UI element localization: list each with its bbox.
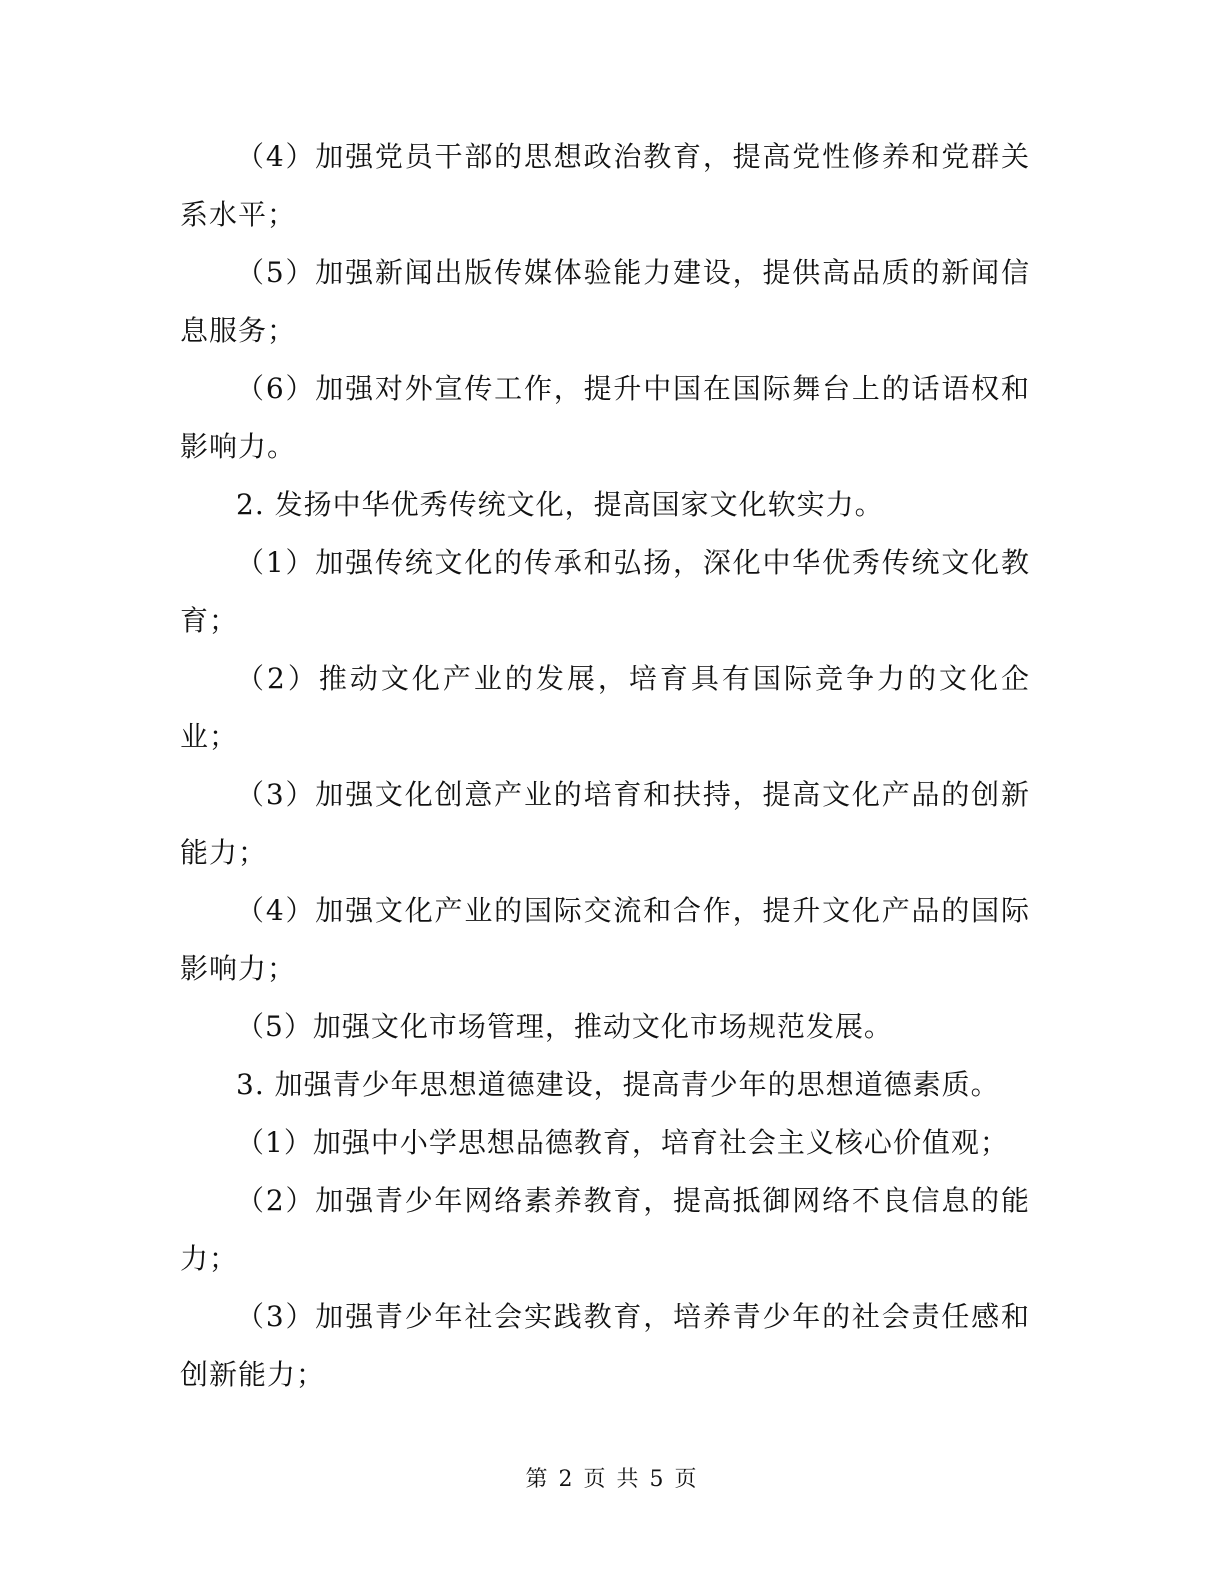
- paragraph-item-3-social-practice: （3）加强青少年社会实践教育，培养青少年的社会责任感和创新能力；: [180, 1300, 1030, 1391]
- paragraph-item-5-news-publishing: （5）加强新闻出版传媒体验能力建设，提供高品质的新闻信息服务；: [180, 256, 1030, 347]
- document-body: [180, 128, 1030, 1404]
- section-heading-2: 2. 发扬中华优秀传统文化，提高国家文化软实力。: [236, 488, 884, 521]
- paragraph-item-4-international-exchange: （4）加强文化产业的国际交流和合作，提升文化产品的国际影响力；: [180, 894, 1030, 985]
- paragraph-item-1-traditional-culture: （1）加强传统文化的传承和弘扬，深化中华优秀传统文化教育；: [180, 546, 1030, 637]
- paragraph-item-5-market-management: （5）加强文化市场管理，推动文化市场规范发展。: [236, 1010, 893, 1043]
- paragraph-item-2-cultural-industry: （2）推动文化产业的发展，培育具有国际竞争力的文化企业；: [180, 662, 1030, 753]
- paragraph-item-4-party-education: （4）加强党员干部的思想政治教育，提高党性修养和党群关系水平；: [180, 140, 1030, 231]
- paragraph-item-3-creative-industry: （3）加强文化创意产业的培育和扶持，提高文化产品的创新能力；: [180, 778, 1030, 869]
- page-number-footer: 第 2 页 共 5 页: [525, 1467, 699, 1492]
- paragraph-item-6-external-publicity: （6）加强对外宣传工作，提升中国在国际舞台上的话语权和影响力。: [180, 372, 1030, 463]
- section-heading-3: 3. 加强青少年思想道德建设，提高青少年的思想道德素质。: [236, 1068, 1000, 1101]
- paragraph-item-1-moral-education: （1）加强中小学思想品德教育，培育社会主义核心价值观；: [236, 1126, 1009, 1159]
- paragraph-item-2-network-literacy: （2）加强青少年网络素养教育，提高抵御网络不良信息的能力；: [180, 1184, 1030, 1275]
